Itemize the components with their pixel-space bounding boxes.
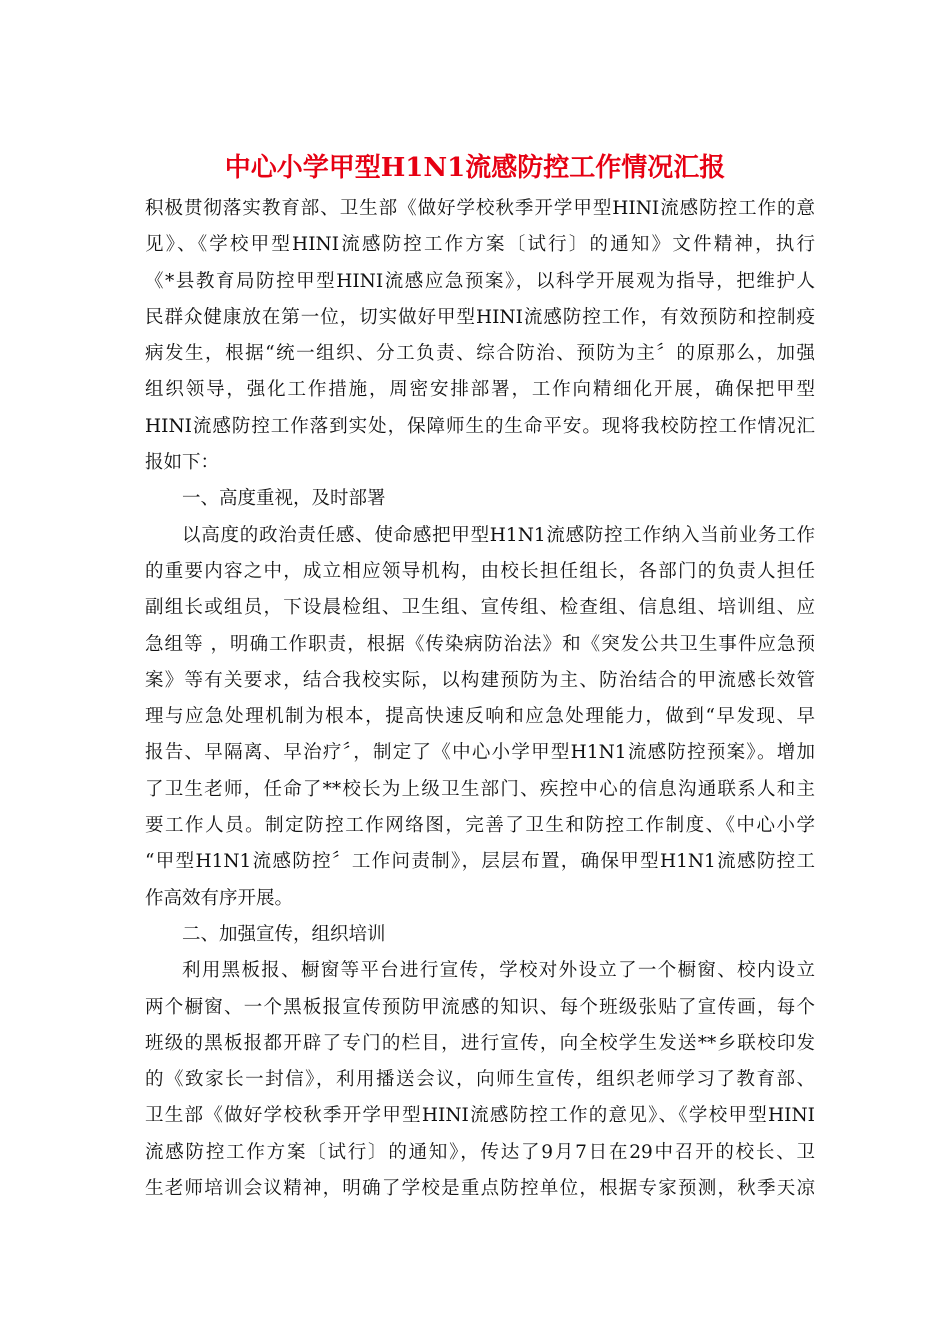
text-line: 生老师培训会议精神，明确了学校是重点防控单位，根据专家预测，秋季天凉 xyxy=(145,1178,815,1200)
text-line: 《*县教育局防控甲型HINI流感应急预案》，以科学开展观为指导，把维护人 xyxy=(145,270,815,292)
text-line: 作高效有序开展。 xyxy=(145,887,294,909)
text-line: “甲型H1N1流感防控〞工作问责制》，层层布置，确保甲型H1N1流感防控工 xyxy=(145,851,815,873)
text-line: 病发生，根据“统一组织、分工负责、综合防治、预防为主〞的原那么，加强 xyxy=(145,343,815,365)
text-line: 的重要内容之中，成立相应领导机构，由校长担任组长，各部门的负责人担任 xyxy=(145,560,815,582)
text-line: 卫生部《做好学校秋季开学甲型HINI流感防控工作的意见》、《学校甲型HINI xyxy=(145,1105,815,1127)
text-line: 的《致家长一封信》，利用播送会议，向师生宣传，组织老师学习了教育部、 xyxy=(145,1069,815,1091)
text-line: 报如下： xyxy=(145,452,220,474)
text-line: 急组等 ，明确工作职责，根据《传染病防治法》和《突发公共卫生事件应急预 xyxy=(145,633,815,655)
text-line: 了卫生老师，任命了**校长为上级卫生部门、疾控中心的信息沟通联系人和主 xyxy=(145,778,815,800)
text-line: HINI流感防控工作落到实处，保障师生的生命平安。现将我校防控工作情况汇 xyxy=(145,415,815,437)
document-body xyxy=(145,191,815,1207)
text-line: 一、高度重视，及时部署 xyxy=(182,488,386,510)
text-line: 副组长或组员，下设晨检组、卫生组、宣传组、检查组、信息组、培训组、应 xyxy=(145,597,815,619)
text-line: 民群众健康放在第一位，切实做好甲型HINI流感防控工作，有效预防和控制疫 xyxy=(145,306,815,328)
text-line: 利用黑板报、橱窗等平台进行宣传，学校对外设立了一个橱窗、校内设立 xyxy=(182,960,815,982)
text-line: 流感防控工作方案〔试行〕的通知》，传达了9月7日在29中召开的校长、卫 xyxy=(145,1141,815,1163)
text-line: 以高度的政治责任感、使命感把甲型H1N1流感防控工作纳入当前业务工作 xyxy=(182,524,815,546)
text-line: 见》、《学校甲型HINI流感防控工作方案〔试行〕的通知》文件精神，执行 xyxy=(145,234,815,256)
text-line: 班级的黑板报都开辟了专门的栏目，进行宣传，向全校学生发送**乡联校印发 xyxy=(145,1032,815,1054)
text-line: 案》等有关要求，结合我校实际，以构建预防为主、防治结合的甲流感长效管 xyxy=(145,669,815,691)
text-line: 二、加强宣传，组织培训 xyxy=(182,923,386,945)
text-line: 组织领导，强化工作措施，周密安排部署，工作向精细化开展，确保把甲型 xyxy=(145,379,815,401)
text-line: 理与应急处理机制为根本，提高快速反响和应急处理能力，做到“早发现、早 xyxy=(145,706,815,728)
document-title: 中心小学甲型H1N1流感防控工作情况汇报 xyxy=(224,153,726,183)
text-line: 积极贯彻落实教育部、卫生部《做好学校秋季开学甲型HINI流感防控工作的意 xyxy=(145,198,815,219)
text-line: 两个橱窗、一个黑板报宣传预防甲流感的知识、每个班级张贴了宣传画，每个 xyxy=(145,996,815,1018)
text-line: 报告、早隔离、早治疗〞，制定了《中心小学甲型H1N1流感防控预案》。增加 xyxy=(145,742,815,764)
text-line: 要工作人员。制定防控工作网络图，完善了卫生和防控工作制度、《中心小学 xyxy=(145,815,815,837)
